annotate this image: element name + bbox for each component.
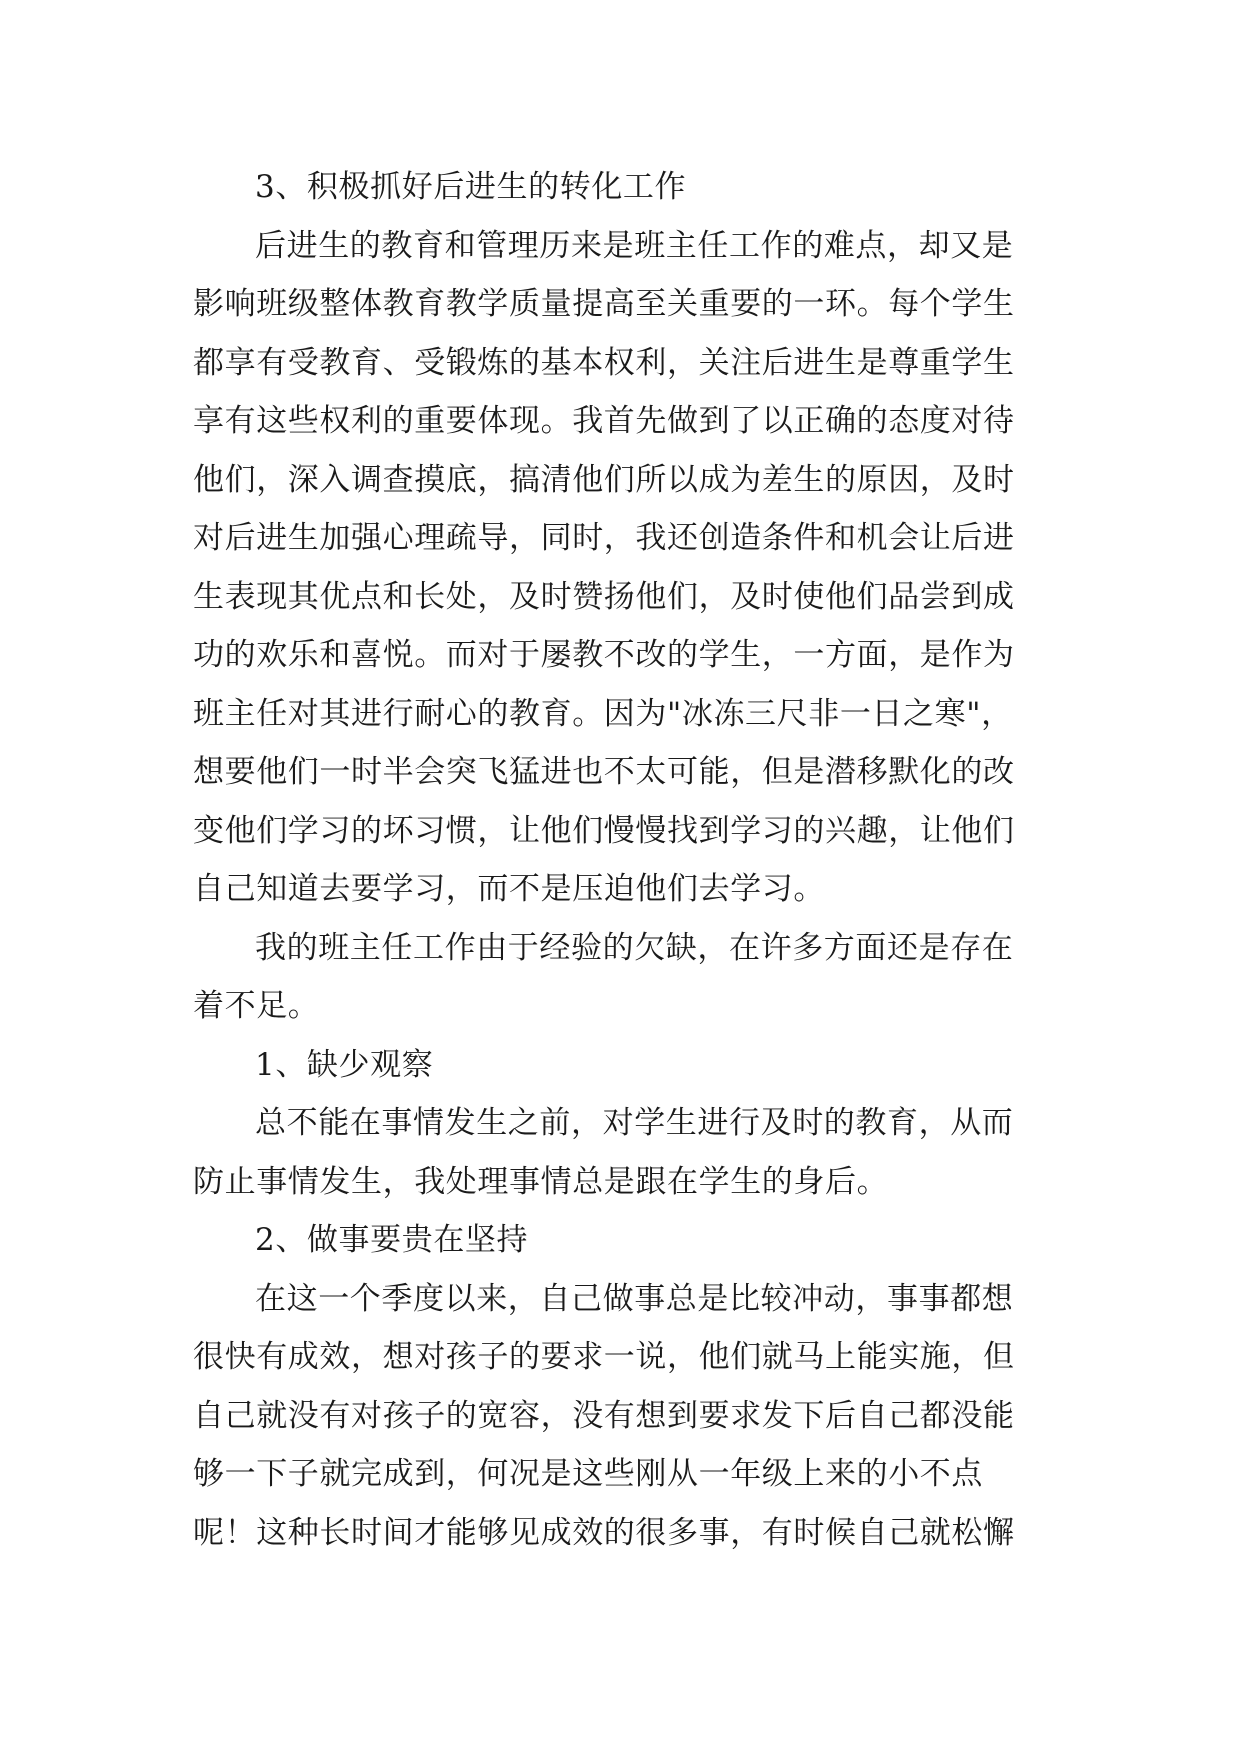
text-line: 后进生的教育和管理历来是班主任工作的难点，却又是 xyxy=(255,227,1014,264)
text-line: 想要他们一时半会突飞猛进也不太可能，但是潜移默化的改 xyxy=(193,754,1015,790)
text-line: 1、缺少观察 xyxy=(255,1046,434,1083)
document-body xyxy=(193,158,1055,1562)
text-line: 功的欢乐和喜悦。而对于屡教不改的学生，一方面，是作为 xyxy=(193,637,1015,673)
text-line: 他们，深入调查摸底，搞清他们所以成为差生的原因，及时 xyxy=(193,461,1015,498)
text-line: 生表现其优点和长处，及时赞扬他们，及时使他们品尝到成 xyxy=(193,578,1015,615)
text-line: 都享有受教育、受锻炼的基本权利，关注后进生是尊重学生 xyxy=(193,344,1015,381)
text-line: 变他们学习的坏习惯，让他们慢慢找到学习的兴趣，让他们 xyxy=(193,812,1015,849)
text-line: 班主任对其进行耐心的教育。因为"冰冻三尺非一日之寒"， xyxy=(193,695,1013,732)
text-line: 自己知道去要学习，而不是压迫他们去学习。 xyxy=(193,871,825,907)
text-line: 自己就没有对孩子的宽容，没有想到要求发下后自己都没能 xyxy=(193,1397,1015,1434)
text-line: 着不足。 xyxy=(193,988,320,1024)
text-line: 在这一个季度以来，自己做事总是比较冲动，事事都想 xyxy=(255,1280,1014,1317)
text-line: 3、积极抓好后进生的转化工作 xyxy=(255,169,687,205)
text-line: 我的班主任工作由于经验的欠缺，在许多方面还是存在 xyxy=(255,929,1014,966)
text-line: 2、做事要贵在坚持 xyxy=(255,1222,529,1258)
text-line: 防止事情发生，我处理事情总是跟在学生的身后。 xyxy=(193,1163,889,1200)
text-line: 总不能在事情发生之前，对学生进行及时的教育，从而 xyxy=(255,1105,1014,1141)
text-line: 享有这些权利的重要体现。我首先做到了以正确的态度对待 xyxy=(193,403,1015,439)
text-line: 影响班级整体教育教学质量提高至关重要的一环。每个学生 xyxy=(193,286,1015,322)
text-line: 够一下子就完成到，何况是这些刚从一年级上来的小不点 xyxy=(193,1456,983,1492)
text-line: 对后进生加强心理疏导，同时，我还创造条件和机会让后进 xyxy=(193,520,1015,556)
text-line: 很快有成效，想对孩子的要求一说，他们就马上能实施，但 xyxy=(193,1339,1015,1375)
text-line: 呢！这种长时间才能够见成效的很多事，有时候自己就松懈 xyxy=(193,1514,1015,1551)
